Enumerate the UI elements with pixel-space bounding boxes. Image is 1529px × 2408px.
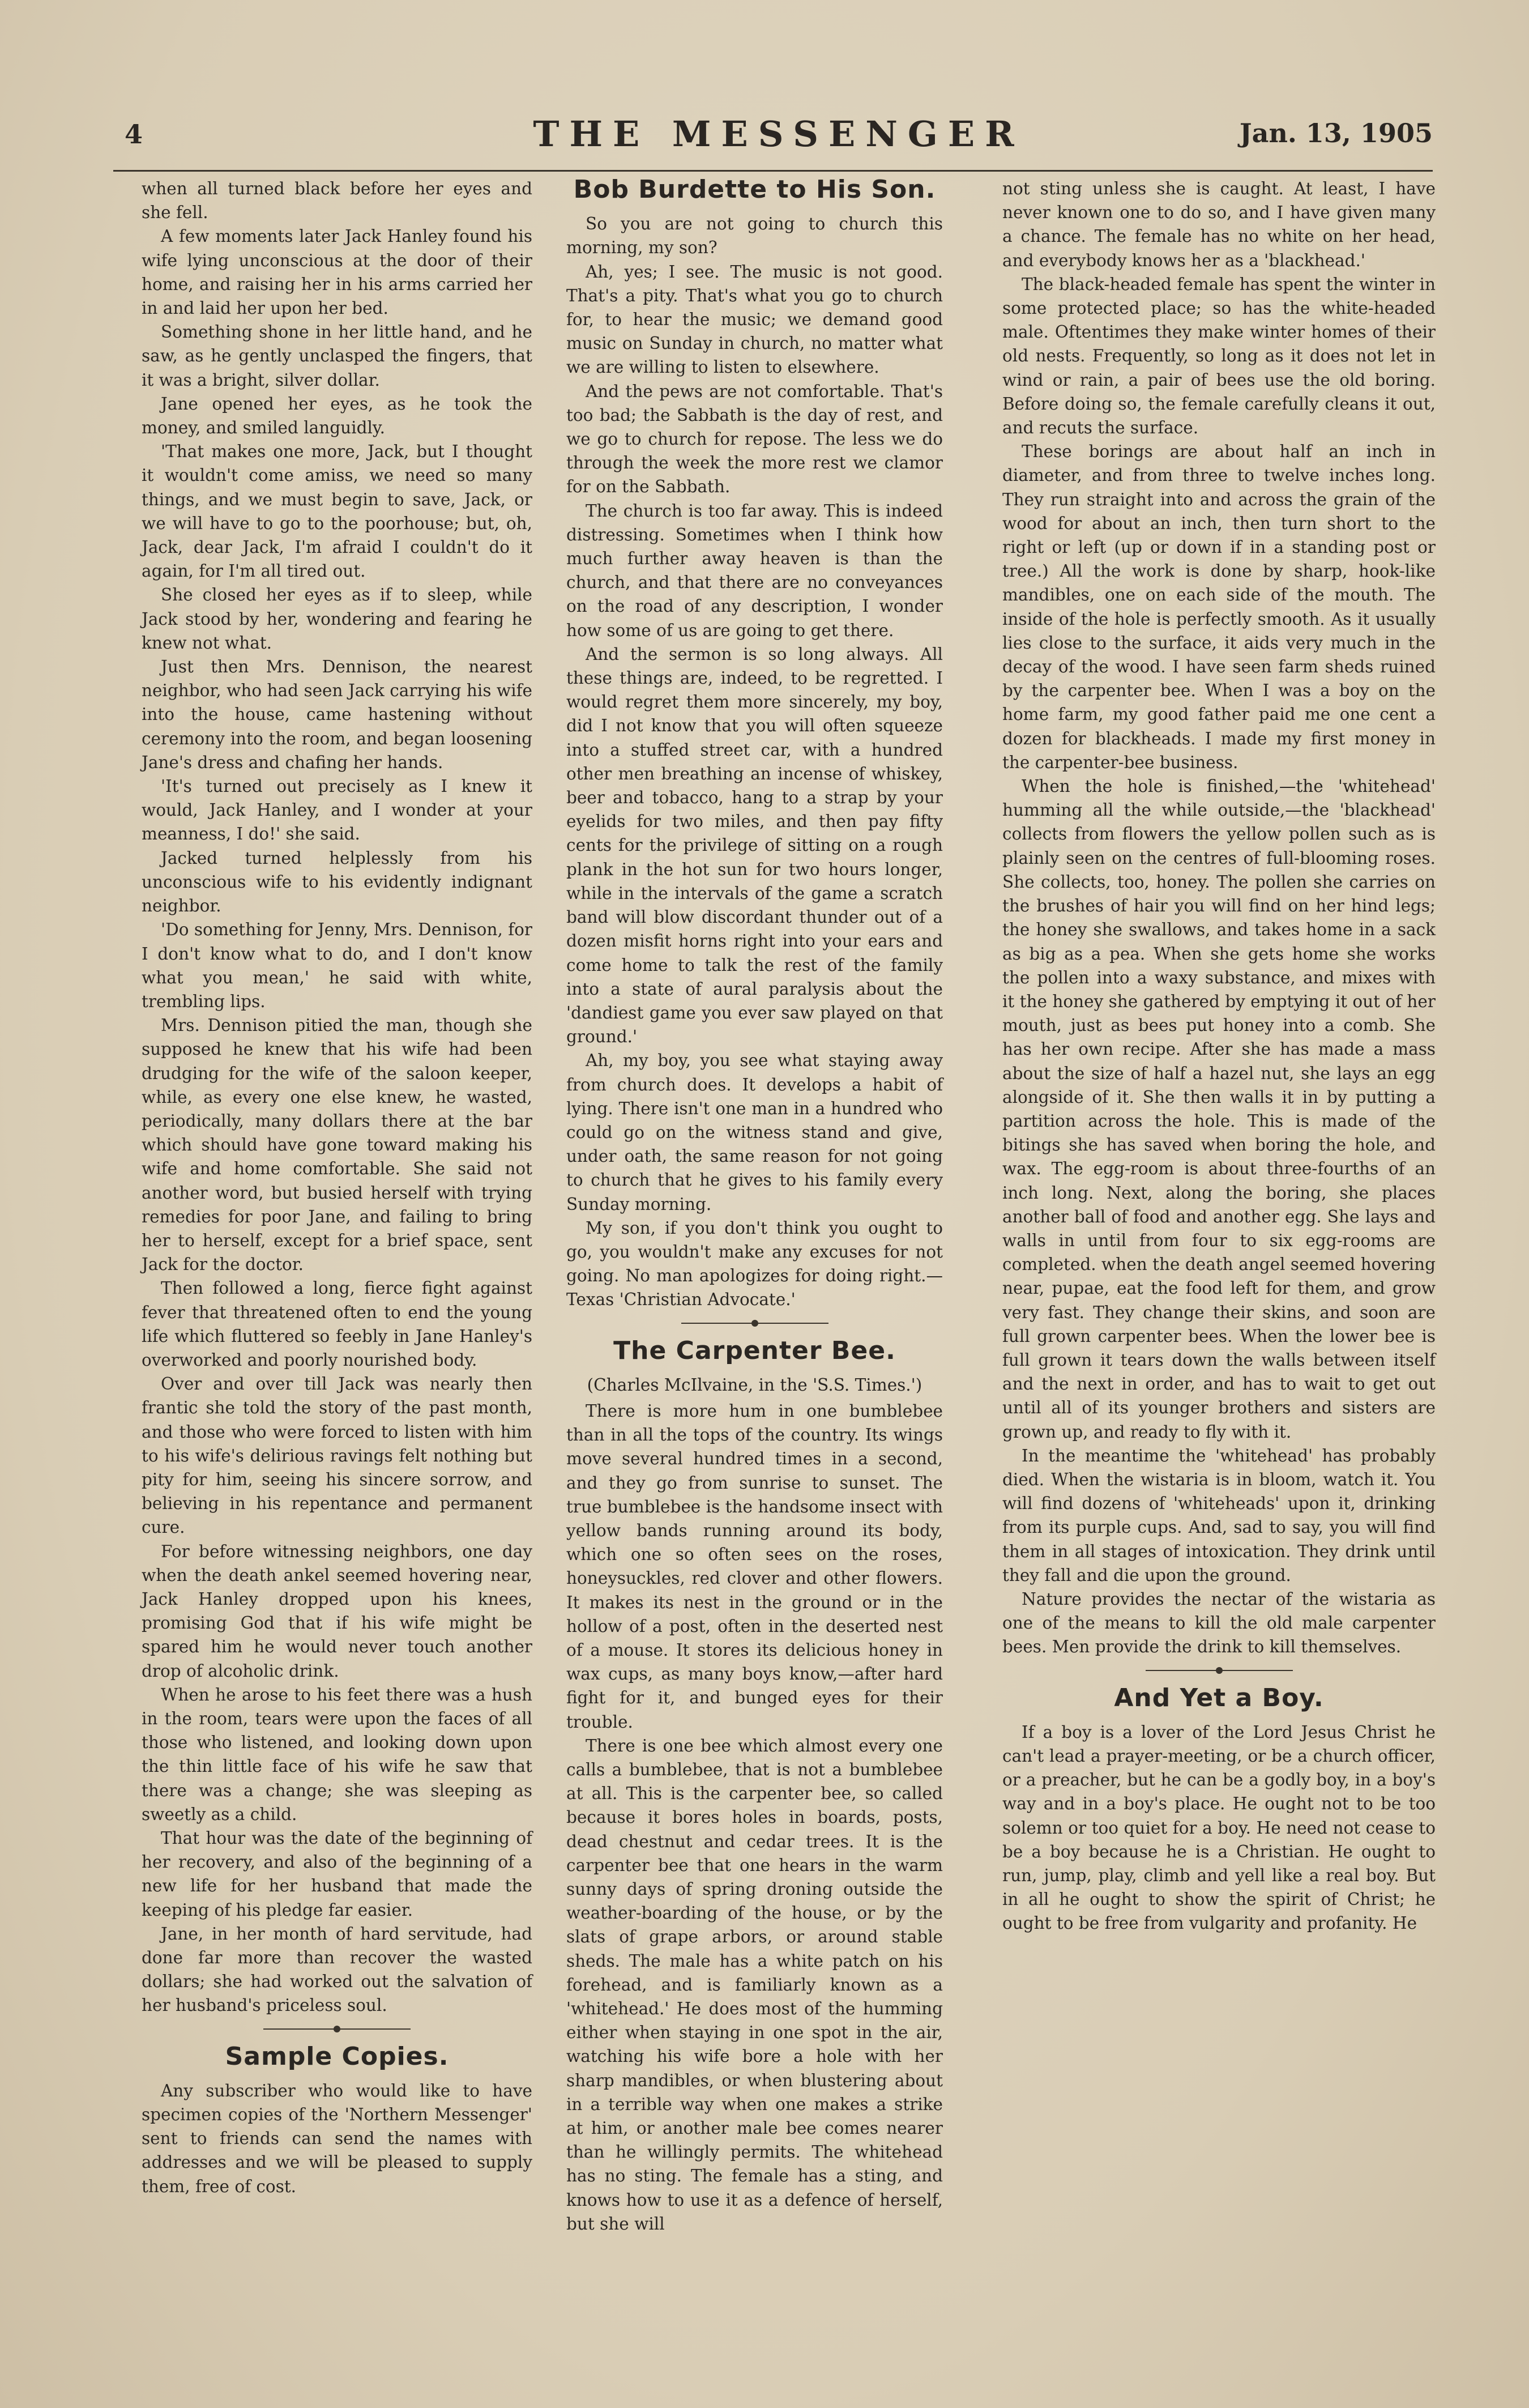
paragraph: Over and over till Jack was nearly then frantic she told the story of the past month, and those who were forced to listen with him to his wife's delirious ravings felt nothing but pity for him, seeing his sincere sorrow, and believing in his repentance and permanent cure. [142, 1374, 532, 1537]
paragraph: Jacked turned helplessly from his unconscious wife to his evidently indignant neighbor. [142, 848, 532, 916]
heading-sample-copies: Sample Copies. [225, 2042, 449, 2071]
paragraph: Something shone in her little hand, and he saw, as he gently unclasped the fingers, that it was a bright, silver dollar. [142, 322, 532, 390]
paragraph: She closed her eyes as if to sleep, while Jack stood by her, wondering and fearing he knew not what. [142, 585, 532, 653]
paragraph: A few moments later Jack Hanley found his wife lying unconscious at the door of their home, and raising her in his arms carried her in and laid her upon her bed. [142, 227, 532, 318]
paragraph: There is more hum in one bumblebee than in all the tops of the country. Its wings move several hundred times in a second, and they go from sunrise to sunset. The true bumblebee is the handsome insect with yellow bands running around its body, which one so often sees on the roses, honeysuckles, red clover and other flowers. It makes its nest in the ground or in the hollow of a post, often in the deserted nest of a mouse. It stores its delicious honey in wax cups, as many boys know,—after hard fight for it, and bunged eyes for their trouble. [566, 1401, 943, 1732]
paragraph: 'That makes one more, Jack, but I thought it wouldn't come amiss, we need so many things, and we must begin to save, Jack, or we will have to go to the poorhouse; but, oh, Jack, dear Jack, I'm afraid I couldn't do it again, for I'm all tired out. [142, 442, 532, 581]
paragraph: The black-headed female has spent the winter in some protected place; so has the white-headed male. Oftentimes they make winter homes of their old nests. Frequently, so long as it does not let in wind or rain, a pair of bees use the old boring. Before doing so, the female carefully cleans it out, and recuts the surface. [1002, 274, 1436, 438]
paragraph: There is one bee which almost every one calls a bumblebee, that is not a bumblebee at all. This is the carpenter bee, so called because it bores holes in boards, posts, dead chestnut and cedar trees. It is the carpenter bee that one hears in the warm sunny days of spring droning outside the weather-boarding of the house, or by the slats of grape arbors, or around stable sheds. The male has a white patch on his forehead, and is familiarly known as a 'whitehead.' He does most of the humming either when staying in one spot in the air, watching his wife bore a hole with her sharp mandibles, or when blustering about in a terrible way when one makes a strike at him, or another male bee comes nearer than he willingly permits. The whitehead has no sting. The female has a sting, and knows how to use it as a defence of herself, but she will [566, 1736, 943, 2234]
heading-carpenter-bee: The Carpenter Bee. [613, 1336, 896, 1365]
paragraph: These borings are about half an inch in diameter, and from three to twelve inches long. They run straight into and across the grain of the wood for about an inch, then turn short to the right or left (up or down if in a standing post or tree.) All the work is done by sharp, hook-like mandibles, one on each side of the mouth. The inside of the hole is perfectly smooth. As it usually lies close to the surface, it aids very much in the decay of the wood. I have seen farm sheds ruined by the carpenter bee. When I was a boy on the home farm, my good father paid me one cent a dozen for blackheads. I made my first money in the carpenter-bee business. [1002, 442, 1436, 772]
section-divider [566, 1316, 943, 1330]
paragraph: When the hole is finished,—the 'whitehead' humming all the while outside,—the 'blackhead' collects from flowers the yellow pollen such as is plainly seen on the centres of full-blooming roses. She collects, too, honey. The pollen she carries on the brushes of hair you will find on her hind legs; the honey she swallows, and takes home in a sack as big as a pea. When she gets home she works the pollen into a waxy substance, and mixes with it the honey she gathered by emptying it out of her mouth, just as bees put honey into a comb. She has her own recipe. After she has made a mass about the size of half a hazel nut, she lays an egg alongside of it. She then walls it in by putting a partition across the hole. This is made of the bitings she has saved when boring the hole, and wax. The egg-room is about three-fourths of an inch long. Next, along the boring, she places another ball of food and another egg. She lays and walls in until from four to six egg-rooms are completed. when the death angel seemed hovering near, pupae, eat the food left for them, and grow very fast. They change their skins, and soon are full grown carpenter bees. When the lower bee is full grown it tears down the walls between itself and the next in order, and has to wait to get out until all of its younger brothers and sisters are grown up, and ready to fly with it. [1002, 777, 1436, 1442]
paragraph: Jane opened her eyes, as he took the money, and smiled languidly. [142, 394, 532, 438]
byline: (Charles McIlvaine, in the 'S.S. Times.') [587, 1375, 922, 1395]
paragraph: My son, if you don't think you ought to go, you wouldn't make any excuses for not going. No man apologizes for doing right.—Texas 'Christian Advocate.' [566, 1218, 943, 1310]
paragraph: Ah, yes; I see. The music is not good. That's a pity. That's what you go to church for, to hear the music; we demand good music on Sunday in church, no matter what we are willing to listen to elsewhere. [566, 262, 943, 377]
paragraph: When he arose to his feet there was a hush in the room, tears were upon the faces of all those who listened, and looking down upon the thin little face of his wife he saw that there was a change; she was sleeping as sweetly as a child. [142, 1685, 532, 1824]
paragraph: Mrs. Dennison pitied the man, though she supposed he knew that his wife had been drudging for the wife of the saloon keeper, while, as every one else knew, he wasted, periodically, many dollars there at the bar which should have gone toward making his wife and home comfortable. She said not another word, but busied herself with trying remedies for poor Jane, and failing to bring her to herself, except for a brief space, sent Jack for the doctor. [142, 1016, 532, 1275]
paragraph: And the sermon is so long always. All these things are, indeed, to be regretted. I would regret them more sincerely, my boy, did I not know that you will often squeeze into a stuffed street car, with a hundred other men breathing an incense of whiskey, beer and tobacco, hang to a strap by your eyelids for two miles, and then pay fifty cents for the privilege of sitting on a rough plank in the hot sun for two hours longer, while in the intervals of the game a scratch band will blow discordant thunder out of a dozen misfit horns right into your ears and come home to talk the rest of the family into a state of aural paralysis about the 'dandiest game you ever saw played on that ground.' [566, 644, 943, 1047]
paragraph: Just then Mrs. Dennison, the nearest neighbor, who had seen Jack carrying his wife into the house, came hastening without ceremony into the room, and began loosening Jane's dress and chafing her hands. [142, 657, 532, 772]
paragraph: And the pews are not comfortable. That's too bad; the Sabbath is the day of rest, and we go to church for repose. The less we do through the week the more rest we clamor for on the Sabbath. [566, 381, 943, 497]
paragraph: Then followed a long, fierce fight against fever that threatened often to end the young life which fluttered so feebly in Jane Hanley's overworked and poorly nourished body. [142, 1278, 532, 1370]
paragraph: Ah, my boy, you see what staying away from church does. It develops a habit of lying. There isn't one man in a hundred who could go on the witness stand and give, under oath, the same reason for not going to church that he gives to his family every Sunday morning. [566, 1051, 943, 1214]
heading-bob-burdette: Bob Burdette to His Son. [573, 175, 936, 204]
section-divider [142, 2022, 532, 2036]
heading-and-yet-a-boy: And Yet a Boy. [1114, 1683, 1324, 1712]
issue-date: Jan. 13, 1905 [1239, 118, 1433, 148]
section-divider [1002, 1664, 1436, 1677]
paragraph: Nature provides the nectar of the wistaria as one of the means to kill the old male carpenter bees. Men provide the drink to kill themselves. [1002, 1589, 1436, 1657]
page-number: 4 [125, 119, 143, 150]
column-3 [1002, 177, 1436, 1936]
paragraph: The church is too far away. This is indeed distressing. Sometimes when I think how much further away heaven is than the church, and that there are no conveyances on the road of any description, I wonder how some of us are going to get there. [566, 501, 943, 640]
masthead [125, 108, 1433, 170]
paragraph: In the meantime the 'whitehead' has probably died. When the wistaria is in bloom, watch it. You will find dozens of 'whiteheads' upon it, drinking from its purple cups. And, sad to say, you will find them in all stages of intoxication. They drink until they fall and die upon the ground. [1002, 1446, 1436, 1585]
paragraph: For before witnessing neighbors, one day when the death ankel seemed hovering near, Jack Hanley dropped upon his knees, promising God that if his wife might be spared him he would never touch another drop of alcoholic drink. [142, 1541, 532, 1681]
newspaper-title: THE MESSENGER [533, 113, 1024, 155]
paragraph: not sting unless she is caught. At least, I have never known one to do so, and I have given many a chance. The female has no white on her head, and everybody knows her as a 'blackhead.' [1002, 179, 1436, 270]
paragraph: So you are not going to church this morning, my son? [566, 214, 943, 258]
column-1 [142, 177, 532, 2198]
paragraph: 'It's turned out precisely as I knew it would, Jack Hanley, and I wonder at your meanness, I do!' she said. [142, 777, 532, 844]
paragraph: when all turned black before her eyes and she fell. [142, 179, 532, 223]
paragraph: 'Do something for Jenny, Mrs. Dennison, for I don't know what to do, and I don't know what you mean,' he said with white, trembling lips. [142, 920, 532, 1011]
masthead-rule [113, 170, 1433, 172]
paragraph: Jane, in her month of hard servitude, had done far more than recover the wasted dollars; she had worked out the salvation of her husband's priceless soul. [142, 1924, 532, 2015]
paragraph: If a boy is a lover of the Lord Jesus Christ he can't lead a prayer-meeting, or be a church officer, or a preacher, but he can be a godly boy, in a boy's way and in a boy's place. He ought not to be too solemn or too quiet for a boy. He need not cease to be a boy because he is a Christian. He ought to run, jump, play, climb and yell like a real boy. But in all he ought to show the spirit of Christ; he ought to be free from vulgarity and profanity. He [1002, 1722, 1436, 1933]
paragraph: That hour was the date of the beginning of her recovery, and also of the beginning of a new life for her husband that made the keeping of his pledge far easier. [142, 1829, 532, 1920]
paragraph: Any subscriber who would like to have specimen copies of the 'Northern Messenger' sent to friends can send the names with addresses and we will be pleased to supply them, free of cost. [142, 2081, 532, 2196]
column-2 [566, 177, 943, 2236]
